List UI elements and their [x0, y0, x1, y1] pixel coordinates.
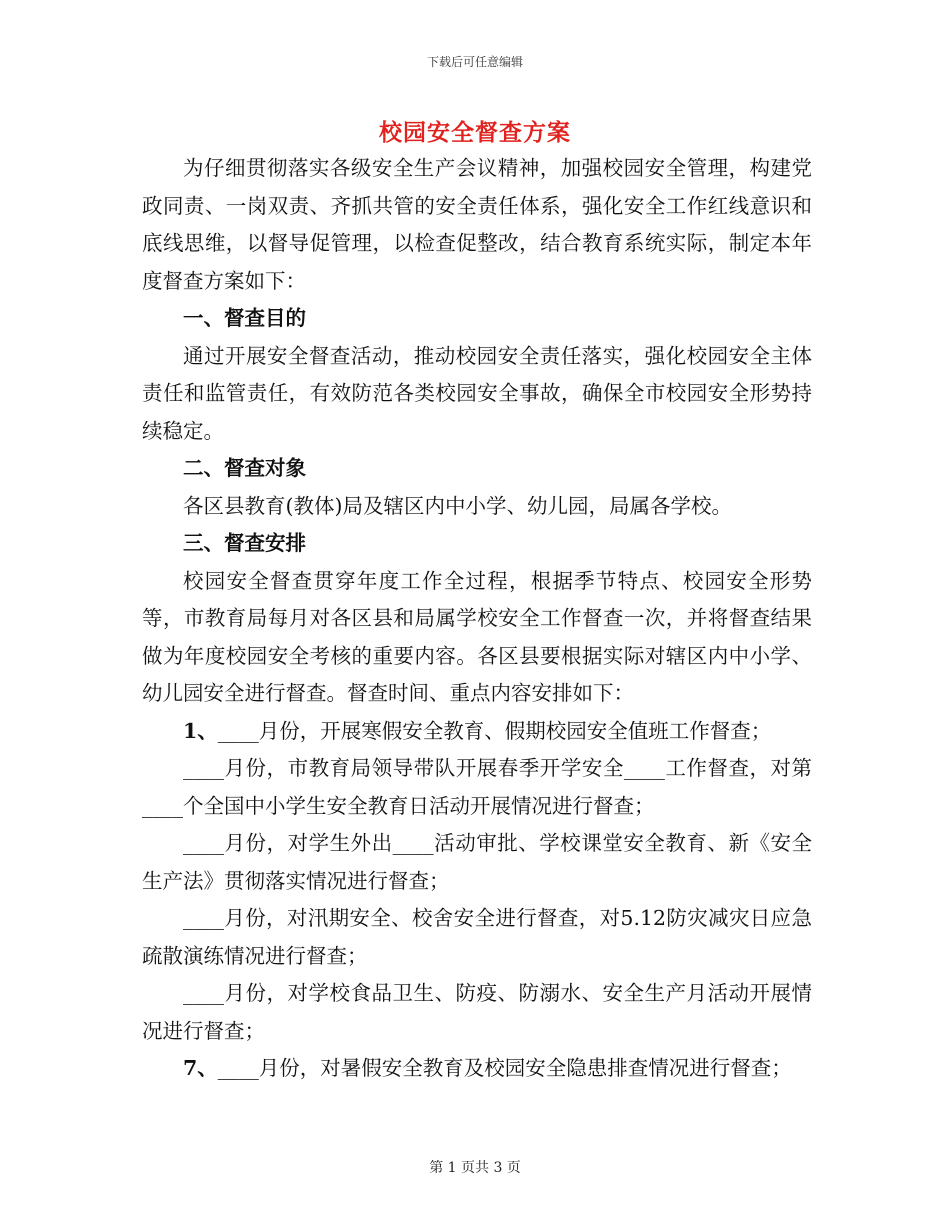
page-footer: 第 1 页共 3 页	[429, 1160, 521, 1176]
document-body	[142, 150, 812, 1088]
list-item	[142, 975, 812, 1050]
list-item-number: 1、	[183, 718, 218, 743]
list-item	[142, 1050, 812, 1088]
list-item	[142, 750, 812, 825]
section-paragraph-targets: 各区县教育(教体)局及辖区内中小学、幼儿园，局属各学校。	[183, 493, 732, 518]
intro-paragraph: 为仔细贯彻落实各级安全生产会议精神，加强校园安全管理，构建党政同责、一岗双责、齐抓共管的安全责任体系，强化安全工作红线意识和底线思维，以督导促管理，以检查促整改，结合教育系统实际，制定本年度督查方案如下：	[142, 156, 812, 293]
section-paragraph-schedule: 校园安全督查贯穿年度工作全过程，根据季节特点、校园安全形势等，市教育局每月对各区县和局属学校安全工作督查一次，并将督查结果做为年度校园安全考核的重要内容。各区县要根据实际对辖区内中小学、幼儿园安全进行督查。督查时间、重点内容安排如下：	[142, 568, 812, 705]
section-heading-purpose: 一、督查目的	[183, 306, 306, 330]
list-item-text: ____月份，对暑假安全教育及校园安全隐患排查情况进行督查；	[217, 1056, 792, 1080]
list-item-text: ____月份，开展寒假安全教育、假期校园安全值班工作督查；	[217, 718, 772, 743]
list-item-text: ____月份，对学生外出____活动审批、学校课堂安全教育、新《安全生产法》贯彻落实情况进行督查；	[142, 831, 812, 893]
section-heading-targets: 二、督查对象	[183, 456, 306, 480]
list-item-text: ____月份，市教育局领导带队开展春季开学安全____工作督查，对第____个全国中小学生安全教育日活动开展情况进行督查；	[142, 756, 812, 818]
list-item	[142, 713, 812, 751]
list-item-number: 7、	[183, 1056, 218, 1080]
list-item-text: ____月份，对汛期安全、校舍安全进行督查，对5.12防灾减灾日应急疏散演练情况进行督查；	[142, 906, 812, 968]
section-heading-schedule: 三、督查安排	[183, 531, 306, 555]
header-note: 下载后可任意编辑	[426, 55, 523, 69]
list-item	[142, 825, 812, 900]
section-paragraph-purpose: 通过开展安全督查活动，推动校园安全责任落实，强化校园安全主体责任和监管责任，有效防范各类校园安全事故，确保全市校园安全形势持续稳定。	[142, 343, 812, 443]
document-title: 校园安全督查方案	[379, 119, 571, 146]
list-item	[142, 900, 812, 975]
list-item-text: ____月份，对学校食品卫生、防疫、防溺水、安全生产月活动开展情况进行督查；	[142, 981, 812, 1043]
